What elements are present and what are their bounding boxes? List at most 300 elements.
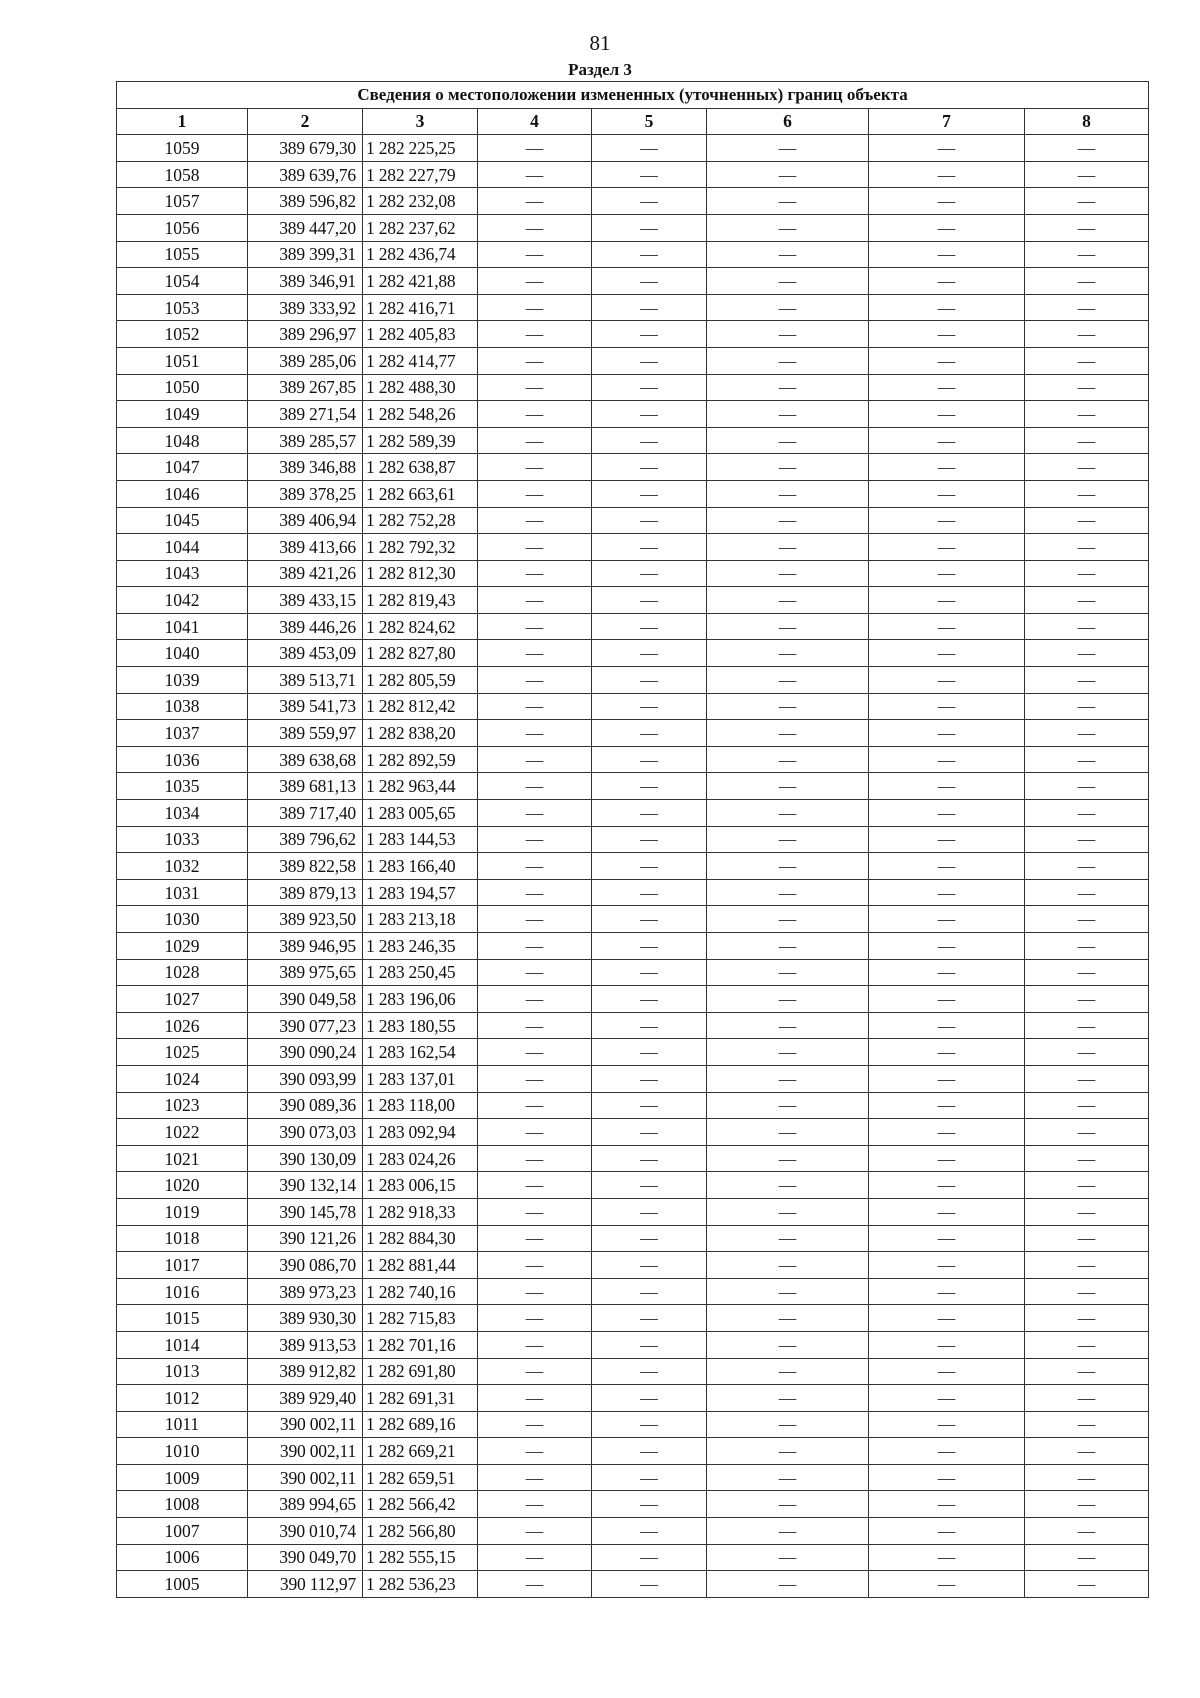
y-coordinate-cell: 1 282 669,21 xyxy=(363,1438,478,1465)
x-coordinate-cell: 389 879,13 xyxy=(248,879,363,906)
x-coordinate-cell: 390 049,70 xyxy=(248,1544,363,1571)
empty-value-cell: — xyxy=(869,427,1025,454)
empty-value-cell: — xyxy=(478,773,592,800)
empty-value-cell: — xyxy=(1025,1198,1149,1225)
table-row xyxy=(117,507,1149,534)
empty-value-cell: — xyxy=(869,587,1025,614)
table-row xyxy=(117,1252,1149,1279)
empty-value-cell: — xyxy=(1025,1331,1149,1358)
empty-value-cell: — xyxy=(707,1092,869,1119)
page-number: 81 xyxy=(589,31,611,55)
empty-value-cell: — xyxy=(478,268,592,295)
empty-value-cell: — xyxy=(592,214,707,241)
x-coordinate-cell: 389 930,30 xyxy=(248,1305,363,1332)
empty-value-cell: — xyxy=(592,1198,707,1225)
empty-value-cell: — xyxy=(478,1065,592,1092)
empty-value-cell: — xyxy=(1025,906,1149,933)
empty-value-cell: — xyxy=(478,1358,592,1385)
point-number-cell: 1032 xyxy=(117,853,248,880)
empty-value-cell: — xyxy=(1025,454,1149,481)
x-coordinate-cell: 389 267,85 xyxy=(248,374,363,401)
empty-value-cell: — xyxy=(592,1119,707,1146)
point-number-cell: 1031 xyxy=(117,879,248,906)
empty-value-cell: — xyxy=(869,906,1025,933)
table-header-row xyxy=(117,108,1149,135)
point-number-cell: 1058 xyxy=(117,161,248,188)
point-number-cell: 1053 xyxy=(117,294,248,321)
table-row xyxy=(117,640,1149,667)
empty-value-cell: — xyxy=(592,1464,707,1491)
table-row xyxy=(117,1198,1149,1225)
y-coordinate-cell: 1 282 691,31 xyxy=(363,1385,478,1412)
empty-value-cell: — xyxy=(592,1518,707,1545)
empty-value-cell: — xyxy=(707,879,869,906)
column-header: 5 xyxy=(592,108,707,135)
table-row xyxy=(117,1571,1149,1598)
empty-value-cell: — xyxy=(1025,587,1149,614)
empty-value-cell: — xyxy=(592,853,707,880)
empty-value-cell: — xyxy=(1025,1544,1149,1571)
empty-value-cell: — xyxy=(869,720,1025,747)
table-row xyxy=(117,906,1149,933)
point-number-cell: 1046 xyxy=(117,480,248,507)
point-number-cell: 1052 xyxy=(117,321,248,348)
y-coordinate-cell: 1 282 691,80 xyxy=(363,1358,478,1385)
point-number-cell: 1048 xyxy=(117,427,248,454)
empty-value-cell: — xyxy=(478,1172,592,1199)
empty-value-cell: — xyxy=(1025,214,1149,241)
empty-value-cell: — xyxy=(1025,746,1149,773)
x-coordinate-cell: 389 559,97 xyxy=(248,720,363,747)
table-row xyxy=(117,560,1149,587)
empty-value-cell: — xyxy=(478,720,592,747)
table-caption: Сведения о местоположении измененных (уточненных) границ объекта xyxy=(117,82,1149,109)
empty-value-cell: — xyxy=(1025,534,1149,561)
y-coordinate-cell: 1 282 689,16 xyxy=(363,1411,478,1438)
y-coordinate-cell: 1 282 884,30 xyxy=(363,1225,478,1252)
empty-value-cell: — xyxy=(478,667,592,694)
empty-value-cell: — xyxy=(1025,294,1149,321)
y-coordinate-cell: 1 283 213,18 xyxy=(363,906,478,933)
empty-value-cell: — xyxy=(478,480,592,507)
table-row xyxy=(117,1331,1149,1358)
empty-value-cell: — xyxy=(478,587,592,614)
empty-value-cell: — xyxy=(592,667,707,694)
x-coordinate-cell: 390 002,11 xyxy=(248,1411,363,1438)
y-coordinate-cell: 1 283 005,65 xyxy=(363,800,478,827)
empty-value-cell: — xyxy=(1025,879,1149,906)
empty-value-cell: — xyxy=(478,1225,592,1252)
y-coordinate-cell: 1 282 892,59 xyxy=(363,746,478,773)
table-row xyxy=(117,1411,1149,1438)
empty-value-cell: — xyxy=(478,986,592,1013)
point-number-cell: 1054 xyxy=(117,268,248,295)
empty-value-cell: — xyxy=(1025,1411,1149,1438)
empty-value-cell: — xyxy=(707,268,869,295)
empty-value-cell: — xyxy=(478,427,592,454)
column-header: 7 xyxy=(869,108,1025,135)
x-coordinate-cell: 389 994,65 xyxy=(248,1491,363,1518)
empty-value-cell: — xyxy=(592,347,707,374)
empty-value-cell: — xyxy=(592,1252,707,1279)
empty-value-cell: — xyxy=(478,1252,592,1279)
empty-value-cell: — xyxy=(478,1491,592,1518)
table-row xyxy=(117,1358,1149,1385)
x-coordinate-cell: 390 049,58 xyxy=(248,986,363,1013)
y-coordinate-cell: 1 283 166,40 xyxy=(363,853,478,880)
empty-value-cell: — xyxy=(1025,1385,1149,1412)
table-row xyxy=(117,1544,1149,1571)
empty-value-cell: — xyxy=(707,401,869,428)
x-coordinate-cell: 390 010,74 xyxy=(248,1518,363,1545)
empty-value-cell: — xyxy=(869,188,1025,215)
y-coordinate-cell: 1 282 805,59 xyxy=(363,667,478,694)
empty-value-cell: — xyxy=(478,826,592,853)
empty-value-cell: — xyxy=(478,214,592,241)
x-coordinate-cell: 389 433,15 xyxy=(248,587,363,614)
empty-value-cell: — xyxy=(869,294,1025,321)
empty-value-cell: — xyxy=(1025,1305,1149,1332)
empty-value-cell: — xyxy=(1025,773,1149,800)
empty-value-cell: — xyxy=(869,1358,1025,1385)
empty-value-cell: — xyxy=(869,746,1025,773)
column-header: 2 xyxy=(248,108,363,135)
empty-value-cell: — xyxy=(707,1464,869,1491)
empty-value-cell: — xyxy=(592,906,707,933)
empty-value-cell: — xyxy=(478,853,592,880)
point-number-cell: 1047 xyxy=(117,454,248,481)
table-row xyxy=(117,853,1149,880)
empty-value-cell: — xyxy=(478,933,592,960)
x-coordinate-cell: 390 145,78 xyxy=(248,1198,363,1225)
empty-value-cell: — xyxy=(592,773,707,800)
y-coordinate-cell: 1 282 827,80 xyxy=(363,640,478,667)
y-coordinate-cell: 1 282 421,88 xyxy=(363,268,478,295)
empty-value-cell: — xyxy=(592,1571,707,1598)
empty-value-cell: — xyxy=(869,241,1025,268)
empty-value-cell: — xyxy=(707,321,869,348)
empty-value-cell: — xyxy=(707,587,869,614)
empty-value-cell: — xyxy=(592,826,707,853)
empty-value-cell: — xyxy=(869,214,1025,241)
empty-value-cell: — xyxy=(707,1571,869,1598)
empty-value-cell: — xyxy=(869,1092,1025,1119)
empty-value-cell: — xyxy=(592,720,707,747)
table-row xyxy=(117,720,1149,747)
empty-value-cell: — xyxy=(869,986,1025,1013)
empty-value-cell: — xyxy=(1025,480,1149,507)
point-number-cell: 1038 xyxy=(117,693,248,720)
empty-value-cell: — xyxy=(707,214,869,241)
empty-value-cell: — xyxy=(707,374,869,401)
point-number-cell: 1057 xyxy=(117,188,248,215)
empty-value-cell: — xyxy=(592,507,707,534)
empty-value-cell: — xyxy=(478,1518,592,1545)
column-header: 8 xyxy=(1025,108,1149,135)
empty-value-cell: — xyxy=(478,746,592,773)
point-number-cell: 1059 xyxy=(117,135,248,162)
point-number-cell: 1007 xyxy=(117,1518,248,1545)
x-coordinate-cell: 389 413,66 xyxy=(248,534,363,561)
x-coordinate-cell: 390 077,23 xyxy=(248,1012,363,1039)
y-coordinate-cell: 1 282 659,51 xyxy=(363,1464,478,1491)
table-row xyxy=(117,1491,1149,1518)
empty-value-cell: — xyxy=(707,959,869,986)
empty-value-cell: — xyxy=(592,268,707,295)
empty-value-cell: — xyxy=(478,374,592,401)
empty-value-cell: — xyxy=(869,135,1025,162)
empty-value-cell: — xyxy=(707,933,869,960)
point-number-cell: 1009 xyxy=(117,1464,248,1491)
empty-value-cell: — xyxy=(869,534,1025,561)
empty-value-cell: — xyxy=(707,1305,869,1332)
point-number-cell: 1042 xyxy=(117,587,248,614)
x-coordinate-cell: 389 717,40 xyxy=(248,800,363,827)
empty-value-cell: — xyxy=(707,746,869,773)
empty-value-cell: — xyxy=(707,720,869,747)
point-number-cell: 1045 xyxy=(117,507,248,534)
column-header: 1 xyxy=(117,108,248,135)
empty-value-cell: — xyxy=(707,135,869,162)
empty-value-cell: — xyxy=(478,507,592,534)
y-coordinate-cell: 1 282 232,08 xyxy=(363,188,478,215)
empty-value-cell: — xyxy=(707,906,869,933)
empty-value-cell: — xyxy=(478,1012,592,1039)
y-coordinate-cell: 1 282 740,16 xyxy=(363,1278,478,1305)
empty-value-cell: — xyxy=(478,879,592,906)
y-coordinate-cell: 1 283 180,55 xyxy=(363,1012,478,1039)
y-coordinate-cell: 1 282 701,16 xyxy=(363,1331,478,1358)
empty-value-cell: — xyxy=(592,1225,707,1252)
empty-value-cell: — xyxy=(869,1119,1025,1146)
table-row xyxy=(117,1518,1149,1545)
empty-value-cell: — xyxy=(869,321,1025,348)
empty-value-cell: — xyxy=(1025,347,1149,374)
empty-value-cell: — xyxy=(592,161,707,188)
x-coordinate-cell: 389 923,50 xyxy=(248,906,363,933)
y-coordinate-cell: 1 283 144,53 xyxy=(363,826,478,853)
y-coordinate-cell: 1 282 881,44 xyxy=(363,1252,478,1279)
x-coordinate-cell: 389 513,71 xyxy=(248,667,363,694)
table-row xyxy=(117,401,1149,428)
y-coordinate-cell: 1 282 436,74 xyxy=(363,241,478,268)
empty-value-cell: — xyxy=(869,374,1025,401)
point-number-cell: 1030 xyxy=(117,906,248,933)
empty-value-cell: — xyxy=(592,1039,707,1066)
empty-value-cell: — xyxy=(592,1092,707,1119)
empty-value-cell: — xyxy=(1025,427,1149,454)
x-coordinate-cell: 389 346,91 xyxy=(248,268,363,295)
empty-value-cell: — xyxy=(592,401,707,428)
table-row xyxy=(117,667,1149,694)
y-coordinate-cell: 1 282 589,39 xyxy=(363,427,478,454)
empty-value-cell: — xyxy=(478,241,592,268)
empty-value-cell: — xyxy=(592,1411,707,1438)
x-coordinate-cell: 390 132,14 xyxy=(248,1172,363,1199)
point-number-cell: 1014 xyxy=(117,1331,248,1358)
empty-value-cell: — xyxy=(707,1172,869,1199)
empty-value-cell: — xyxy=(478,693,592,720)
x-coordinate-cell: 389 378,25 xyxy=(248,480,363,507)
table-row xyxy=(117,1172,1149,1199)
empty-value-cell: — xyxy=(707,1544,869,1571)
point-number-cell: 1011 xyxy=(117,1411,248,1438)
empty-value-cell: — xyxy=(1025,613,1149,640)
empty-value-cell: — xyxy=(1025,959,1149,986)
empty-value-cell: — xyxy=(869,1198,1025,1225)
empty-value-cell: — xyxy=(707,693,869,720)
x-coordinate-cell: 390 002,11 xyxy=(248,1464,363,1491)
empty-value-cell: — xyxy=(707,853,869,880)
x-coordinate-cell: 389 912,82 xyxy=(248,1358,363,1385)
empty-value-cell: — xyxy=(869,1544,1025,1571)
table-row xyxy=(117,268,1149,295)
empty-value-cell: — xyxy=(869,1571,1025,1598)
empty-value-cell: — xyxy=(1025,1119,1149,1146)
empty-value-cell: — xyxy=(869,1438,1025,1465)
empty-value-cell: — xyxy=(1025,560,1149,587)
empty-value-cell: — xyxy=(707,1518,869,1545)
empty-value-cell: — xyxy=(707,986,869,1013)
table-row xyxy=(117,746,1149,773)
x-coordinate-cell: 389 346,88 xyxy=(248,454,363,481)
y-coordinate-cell: 1 283 246,35 xyxy=(363,933,478,960)
empty-value-cell: — xyxy=(478,1385,592,1412)
empty-value-cell: — xyxy=(592,879,707,906)
empty-value-cell: — xyxy=(707,454,869,481)
y-coordinate-cell: 1 282 752,28 xyxy=(363,507,478,534)
empty-value-cell: — xyxy=(478,1571,592,1598)
column-header: 3 xyxy=(363,108,478,135)
empty-value-cell: — xyxy=(707,1491,869,1518)
empty-value-cell: — xyxy=(1025,135,1149,162)
table-row xyxy=(117,294,1149,321)
empty-value-cell: — xyxy=(478,294,592,321)
empty-value-cell: — xyxy=(1025,321,1149,348)
empty-value-cell: — xyxy=(592,560,707,587)
empty-value-cell: — xyxy=(478,906,592,933)
table-row xyxy=(117,135,1149,162)
empty-value-cell: — xyxy=(869,773,1025,800)
y-coordinate-cell: 1 283 250,45 xyxy=(363,959,478,986)
table-row xyxy=(117,826,1149,853)
empty-value-cell: — xyxy=(592,746,707,773)
y-coordinate-cell: 1 282 416,71 xyxy=(363,294,478,321)
empty-value-cell: — xyxy=(1025,1358,1149,1385)
y-coordinate-cell: 1 282 548,26 xyxy=(363,401,478,428)
empty-value-cell: — xyxy=(478,1464,592,1491)
empty-value-cell: — xyxy=(1025,268,1149,295)
x-coordinate-cell: 389 681,13 xyxy=(248,773,363,800)
empty-value-cell: — xyxy=(592,1172,707,1199)
empty-value-cell: — xyxy=(707,560,869,587)
table-row xyxy=(117,1225,1149,1252)
empty-value-cell: — xyxy=(592,1065,707,1092)
y-coordinate-cell: 1 282 715,83 xyxy=(363,1305,478,1332)
y-coordinate-cell: 1 282 225,25 xyxy=(363,135,478,162)
point-number-cell: 1049 xyxy=(117,401,248,428)
point-number-cell: 1026 xyxy=(117,1012,248,1039)
y-coordinate-cell: 1 283 024,26 xyxy=(363,1145,478,1172)
empty-value-cell: — xyxy=(1025,1438,1149,1465)
x-coordinate-cell: 390 121,26 xyxy=(248,1225,363,1252)
empty-value-cell: — xyxy=(869,1145,1025,1172)
empty-value-cell: — xyxy=(478,1198,592,1225)
empty-value-cell: — xyxy=(869,800,1025,827)
empty-value-cell: — xyxy=(869,1252,1025,1279)
table-row xyxy=(117,534,1149,561)
table-row xyxy=(117,1278,1149,1305)
empty-value-cell: — xyxy=(478,613,592,640)
point-number-cell: 1035 xyxy=(117,773,248,800)
table-row xyxy=(117,1145,1149,1172)
empty-value-cell: — xyxy=(1025,693,1149,720)
empty-value-cell: — xyxy=(869,401,1025,428)
empty-value-cell: — xyxy=(592,1305,707,1332)
point-number-cell: 1051 xyxy=(117,347,248,374)
empty-value-cell: — xyxy=(869,879,1025,906)
y-coordinate-cell: 1 282 838,20 xyxy=(363,720,478,747)
empty-value-cell: — xyxy=(707,1198,869,1225)
empty-value-cell: — xyxy=(1025,1225,1149,1252)
empty-value-cell: — xyxy=(707,1012,869,1039)
empty-value-cell: — xyxy=(1025,188,1149,215)
empty-value-cell: — xyxy=(707,1278,869,1305)
point-number-cell: 1043 xyxy=(117,560,248,587)
empty-value-cell: — xyxy=(478,454,592,481)
table-row xyxy=(117,1119,1149,1146)
point-number-cell: 1039 xyxy=(117,667,248,694)
y-coordinate-cell: 1 282 488,30 xyxy=(363,374,478,401)
empty-value-cell: — xyxy=(592,534,707,561)
column-header: 4 xyxy=(478,108,592,135)
empty-value-cell: — xyxy=(707,1252,869,1279)
empty-value-cell: — xyxy=(1025,1464,1149,1491)
empty-value-cell: — xyxy=(1025,986,1149,1013)
empty-value-cell: — xyxy=(869,1518,1025,1545)
table-row xyxy=(117,1012,1149,1039)
x-coordinate-cell: 390 002,11 xyxy=(248,1438,363,1465)
empty-value-cell: — xyxy=(707,1358,869,1385)
x-coordinate-cell: 390 089,36 xyxy=(248,1092,363,1119)
empty-value-cell: — xyxy=(1025,374,1149,401)
empty-value-cell: — xyxy=(869,268,1025,295)
point-number-cell: 1025 xyxy=(117,1039,248,1066)
empty-value-cell: — xyxy=(478,1411,592,1438)
point-number-cell: 1021 xyxy=(117,1145,248,1172)
empty-value-cell: — xyxy=(592,800,707,827)
table-row xyxy=(117,321,1149,348)
empty-value-cell: — xyxy=(478,1092,592,1119)
empty-value-cell: — xyxy=(1025,800,1149,827)
empty-value-cell: — xyxy=(1025,401,1149,428)
x-coordinate-cell: 390 090,24 xyxy=(248,1039,363,1066)
table-row xyxy=(117,347,1149,374)
empty-value-cell: — xyxy=(707,1225,869,1252)
x-coordinate-cell: 389 975,65 xyxy=(248,959,363,986)
point-number-cell: 1022 xyxy=(117,1119,248,1146)
empty-value-cell: — xyxy=(1025,1571,1149,1598)
empty-value-cell: — xyxy=(707,613,869,640)
x-coordinate-cell: 390 073,03 xyxy=(248,1119,363,1146)
y-coordinate-cell: 1 283 118,00 xyxy=(363,1092,478,1119)
empty-value-cell: — xyxy=(869,1039,1025,1066)
empty-value-cell: — xyxy=(707,534,869,561)
x-coordinate-cell: 389 285,57 xyxy=(248,427,363,454)
table-row xyxy=(117,1065,1149,1092)
empty-value-cell: — xyxy=(592,1145,707,1172)
point-number-cell: 1016 xyxy=(117,1278,248,1305)
